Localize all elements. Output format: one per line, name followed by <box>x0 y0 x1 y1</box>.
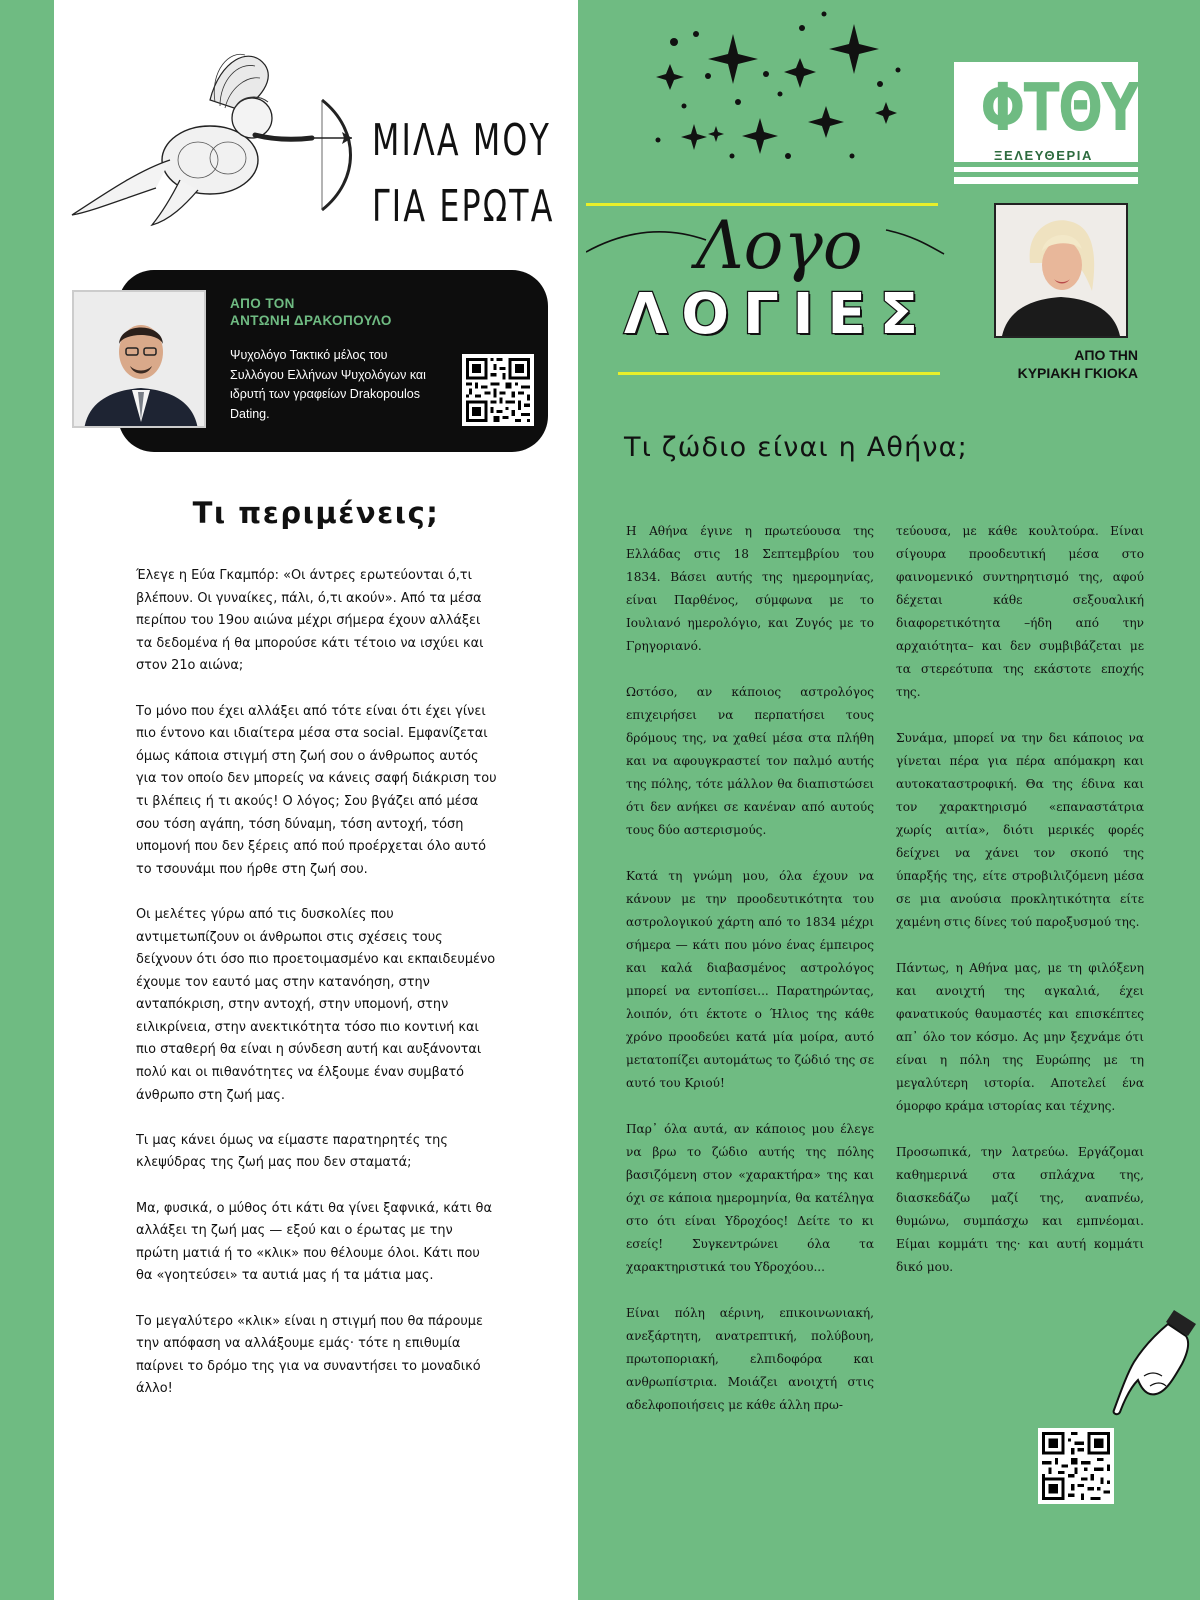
article-paragraph: Κατά τη γνώμη μου, όλα έχουν να κάνουν με την προοδευτικότητα του αστρολογικού χάρτη από το 1834 μέχρι σήμερα — κάτι που μόνο ένας έμπειρος και καλά διαβασμένος αστρολόγος μπορεί να εντοπίσει... Παρατηρώντας, λοιπόν, ότι έκτοτε ο Ήλιος της κάθε χρόνο προοδεύει κατά μία μοίρα, αυτό μετατοπίζει αυτομάτως το ζώδιό της σε αυτό του Κριού! <box>626 869 874 1090</box>
stars-decoration-icon <box>648 6 918 174</box>
article-column-a <box>626 520 874 1440</box>
article-paragraph: Ωστόσο, αν κάποιος αστρολόγος επιχειρήσει να περπατήσει τους δρόμους της, να χαθεί μέσα στα πλήθη και να αφουγκραστεί τον παλμό αυτής της πόλης, τότε μάλλον θα διαπιστώσει ότι δεν ανήκει σε κανέναν από αυτούς τους δύο αστερισμούς. <box>626 685 874 837</box>
logo-rule <box>954 172 1138 177</box>
article-heading: Τι ζώδιο είναι η Αθήνα; <box>624 432 968 463</box>
section-title: ΛΟΓΙΕΣ <box>624 282 932 347</box>
author-bio: Ψυχολόγο Τακτικό μέλος του Συλλόγου Ελλήνων Ψυχολόγων και ιδρυτή των γραφείων Drakopoulos Dating. <box>230 348 426 421</box>
pointing-hand-icon <box>1104 1306 1200 1416</box>
article-paragraph: Το μεγαλύτερο «κλικ» είναι η στιγμή που θα πάρουμε την απόφαση να αλλάξουμε εμάς· τότε η επιθυμία παίρνει το δρόμο της για να συναντήσει το μοναδικό άλλο! <box>136 1313 483 1397</box>
article-paragraph: Προσωπικά, την λατρεύω. Εργάζομαι καθημερινά στα σπλάχνα της, διασκεδάζω μαζί της, αναπνέω, θυμώνω, συμπάσχω και εμπνέομαι. Είμαι κομμάτι της· και αυτή κομμάτι δικό μου. <box>896 1145 1144 1274</box>
author2-credit-line-1: ΑΠΟ ΤΗΝ <box>1074 347 1138 363</box>
article-paragraph: τεύουσα, με κάθε κουλτούρα. Είναι σίγουρα προοδευτική μέσα στο φαινομενικό συντηρητισμό της, αφού δέχεται κάθε σεξουαλική διαφορετικότητα –ήδη από την αρχαιότητα– και δεν συμβιβάζεται με τα στερεότυπα της εκάστοτε εποχής της. <box>896 524 1144 699</box>
article-paragraph: Η Αθήνα έγινε η πρωτεύουσα της Ελλάδας στις 18 Σεπτεμβρίου του 1834. Βάσει αυτής της ημερομηνίας, είναι Παρθένος, σύμφωνα με το Ιουλιανό ημερολόγιο, και Ζυγός με το Γρηγοριανό. <box>626 524 874 653</box>
author-kicker-line-1: ΑΠΟ ΤΟΝ <box>230 296 295 311</box>
author2-name: ΚΥΡΙΑΚΗ ΓΚΙΟΚΑ <box>1017 365 1138 381</box>
article-paragraph: Πάντως, η Αθήνα μας, με τη φιλόξενη και ανοιχτή της αγκαλιά, έχει φανατικούς θαυμαστές και επισκέπτες απ᾽ όλο τον κόσμο. Ας μην ξεχνάμε ότι είναι η πόλη της Ευρώπης με τη μεγαλύτερη ιστορία. Αποτελεί ένα όμορφο κράμα ιστορίας και τέχνης. <box>896 961 1144 1113</box>
qr-code-icon[interactable] <box>1038 1428 1114 1504</box>
author-photo <box>72 290 206 428</box>
left-page <box>54 0 578 1600</box>
yellow-rule-bottom <box>618 372 940 375</box>
author2-portrait-icon <box>996 205 1126 336</box>
author-kicker <box>230 295 392 329</box>
article-paragraph: Παρ᾽ όλα αυτά, αν κάποιος μου έλεγε να βρω το ζώδιο αυτής της πόλης βασιζόμενη στον «χαρακτήρα» της και όχι σε κάποια ημερομηνία, θα κατέληγα στο ότι είναι Υδροχόος! Δείτε το κι εσείς! Συγκεντρώνει όλα τα χαρακτηριστικά του Υδροχόου... <box>626 1122 874 1274</box>
author2-photo <box>994 203 1128 338</box>
article-paragraph: Έλεγε η Εύα Γκαμπόρ: «Οι άντρες ερωτεύονται ό,τι βλέπουν. Οι γυναίκες, πάλι, ό,τι ακούν». Από τα μέσα περίπου του 19ου αιώνα μέχρι σήμερα έχουν αλλάξει τα δεδομένα ή θα μπορούσε κάτι τέτοιο να ισχύει και στον 21ο αιώνα; <box>136 568 484 674</box>
article-paragraph: Μα, φυσικά, ο μύθος ότι κάτι θα γίνει ξαφνικά, κάτι θα αλλάξει τη ζωή μας — εξού και ο έρωτας με την πρώτη ματιά ή το «κλικ» που θέλουμε όλοι. Κάτι που θα «γοητεύσει» τα αυτιά μας ή τα μάτια μας. <box>136 1200 492 1284</box>
article-column-b <box>896 520 1144 1302</box>
article-paragraph: Τι μας κάνει όμως να είμαστε παρατηρητές της κλεψύδρας της ζωή μας που δεν σταματά; <box>136 1132 448 1171</box>
article-paragraph: Συνάμα, μπορεί να την δει κάποιος να γίνεται πέρα για πέρα απόμακρη και αυτοκαταστροφική. Θα της έδινα και τον χαρακτηρισμό «επαναστάτρια χωρίς αιτία», διότι μερικές φορές δείχνει να χάνει τον σκοπό της ύπαρξής της, είτε στροβιλιζόμενη μέσα σε μια ανούσια προκλητικότητα είτε χαμένη στις δίνες τού παροξυσμού της. <box>896 731 1144 929</box>
article-paragraph: Το μόνο που έχει αλλάξει από τότε είναι ότι έχει γίνει πιο έντονο και ιδιαίτερα μέσα στα social. Εμφανίζεται όμως κάποια στιγμή στη ζωή σου ο άνθρωπος αυτός για τον οποίο δεν μπορείς να κάνεις σαφή διάκριση του τι βλέπεις ή τι ακούς! Ο λόγος; Σου βγάζει από μέσα σου τόση αγάπη, τόση δύναμη, τόση αντοχή, τόση υπομονή που δεν ξέρεις από πού προέρχεται όλο αυτό το τσουνάμι που ήρθε στη ζωή σου. <box>136 703 497 877</box>
article-paragraph: Είναι πόλη αέρινη, επικοινωνιακή, ανεξάρτητη, ανατρεπτική, πολύβουη, πρωτοποριακή, ελπιδοφόρα και ανθρωπίστρια. Μοιάζει ανοιχτή στις αδελφοποιήσεις με κάθε άλλη πρω- <box>626 1306 874 1412</box>
cupid-illustration-icon <box>60 40 360 230</box>
script-title <box>586 190 946 290</box>
logo-subtitle: ΞΕΛΕΥΘΕΡΙΑ <box>994 148 1094 163</box>
magazine-logo <box>954 62 1138 184</box>
column-title-line-2: ΓΙΑ ΕΡΩΤΑ <box>372 181 555 232</box>
author-portrait-icon <box>74 292 206 428</box>
qr-code-icon[interactable] <box>462 354 534 426</box>
article-paragraph: Οι μελέτες γύρω από τις δυσκολίες που αντιμετωπίζουν οι άνθρωποι στις σχέσεις τους δείχνουν ότι όσο πιο προετοιμασμένο και εκπαιδευμένο έχουμε τον εαυτό μας στην κατανόηση, στην ανταπόκριση, στην αντοχή, στην υπομονή, στην ειλικρίνεια, στην ανεκτικότητα τόσο πιο κοντινή και πιο σταθερή θα είναι η σύνδεση αυτή και αυξάνονται πολύ και οι πιθανότητες να έλξουμε έναν συμβατό άνθρωπο στη ζωή μας. <box>136 906 496 1103</box>
logo-word: ΦΤΘΥ <box>980 69 1139 146</box>
script-word-text: Λογο <box>696 207 863 284</box>
article-heading: Τι περιμένεις; <box>192 496 440 530</box>
author2-credit <box>964 346 1138 382</box>
column-title-line-1: ΜΙΛΑ ΜΟΥ <box>372 115 551 166</box>
right-page <box>578 0 1200 1600</box>
article-body <box>136 565 498 1424</box>
author-name: ΑΝΤΩΝΗ ΔΡΑΚΟΠΟΥΛΟ <box>230 313 392 328</box>
column-title <box>372 108 555 240</box>
